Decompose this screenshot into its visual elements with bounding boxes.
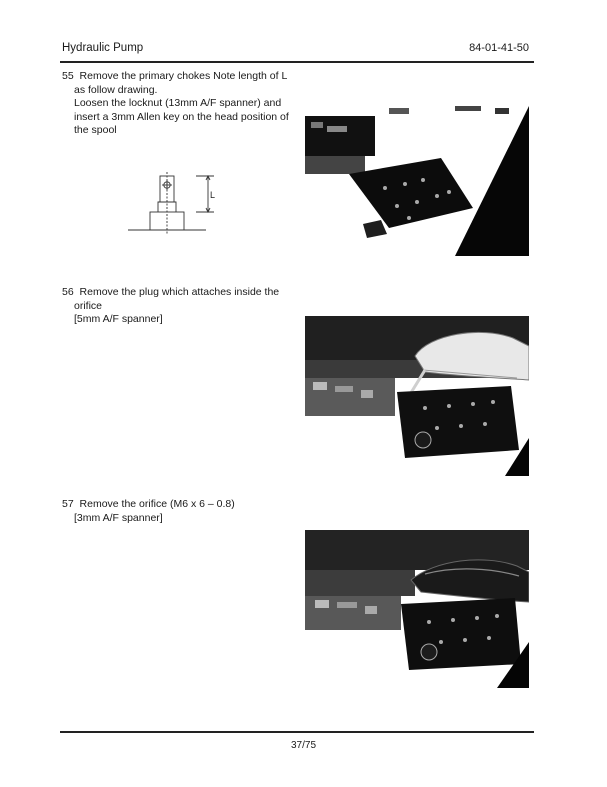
step-text: Loosen the locknut (13mm A/F spanner) and <box>74 97 282 109</box>
choke-length-drawing <box>128 168 226 236</box>
step-text: Remove the plug which attaches inside the <box>79 286 280 298</box>
step-57 <box>62 498 297 525</box>
step-55 <box>62 70 297 138</box>
step-56 <box>62 286 297 327</box>
page-header-code: 84-01-41-50 <box>469 42 529 54</box>
photo-primary-choke-removal <box>305 96 529 256</box>
step-text: [5mm A/F spanner] <box>74 313 163 325</box>
step-text: the spool <box>74 124 117 136</box>
step-text: orifice <box>74 299 103 312</box>
page-header-title: Hydraulic Pump <box>62 42 144 54</box>
photo-orifice-removal <box>305 530 529 688</box>
step-text: as follow drawing. <box>74 83 158 96</box>
footer-divider <box>60 731 534 733</box>
page-number: 37/75 <box>290 740 317 751</box>
step-text: insert a 3mm Allen key on the head position of <box>74 110 289 123</box>
step-number: 55 <box>62 70 74 82</box>
step-text: Remove the orifice (M6 x 6 – 0.8) <box>79 498 235 510</box>
step-number: 56 <box>62 286 74 298</box>
step-number: 57 <box>62 498 74 510</box>
dimension-label: L <box>210 190 216 200</box>
header-divider <box>60 61 534 63</box>
photo-plug-removal <box>305 316 529 476</box>
step-text: [3mm A/F spanner] <box>74 511 163 524</box>
step-text: Remove the primary chokes Note length of L <box>79 70 288 82</box>
